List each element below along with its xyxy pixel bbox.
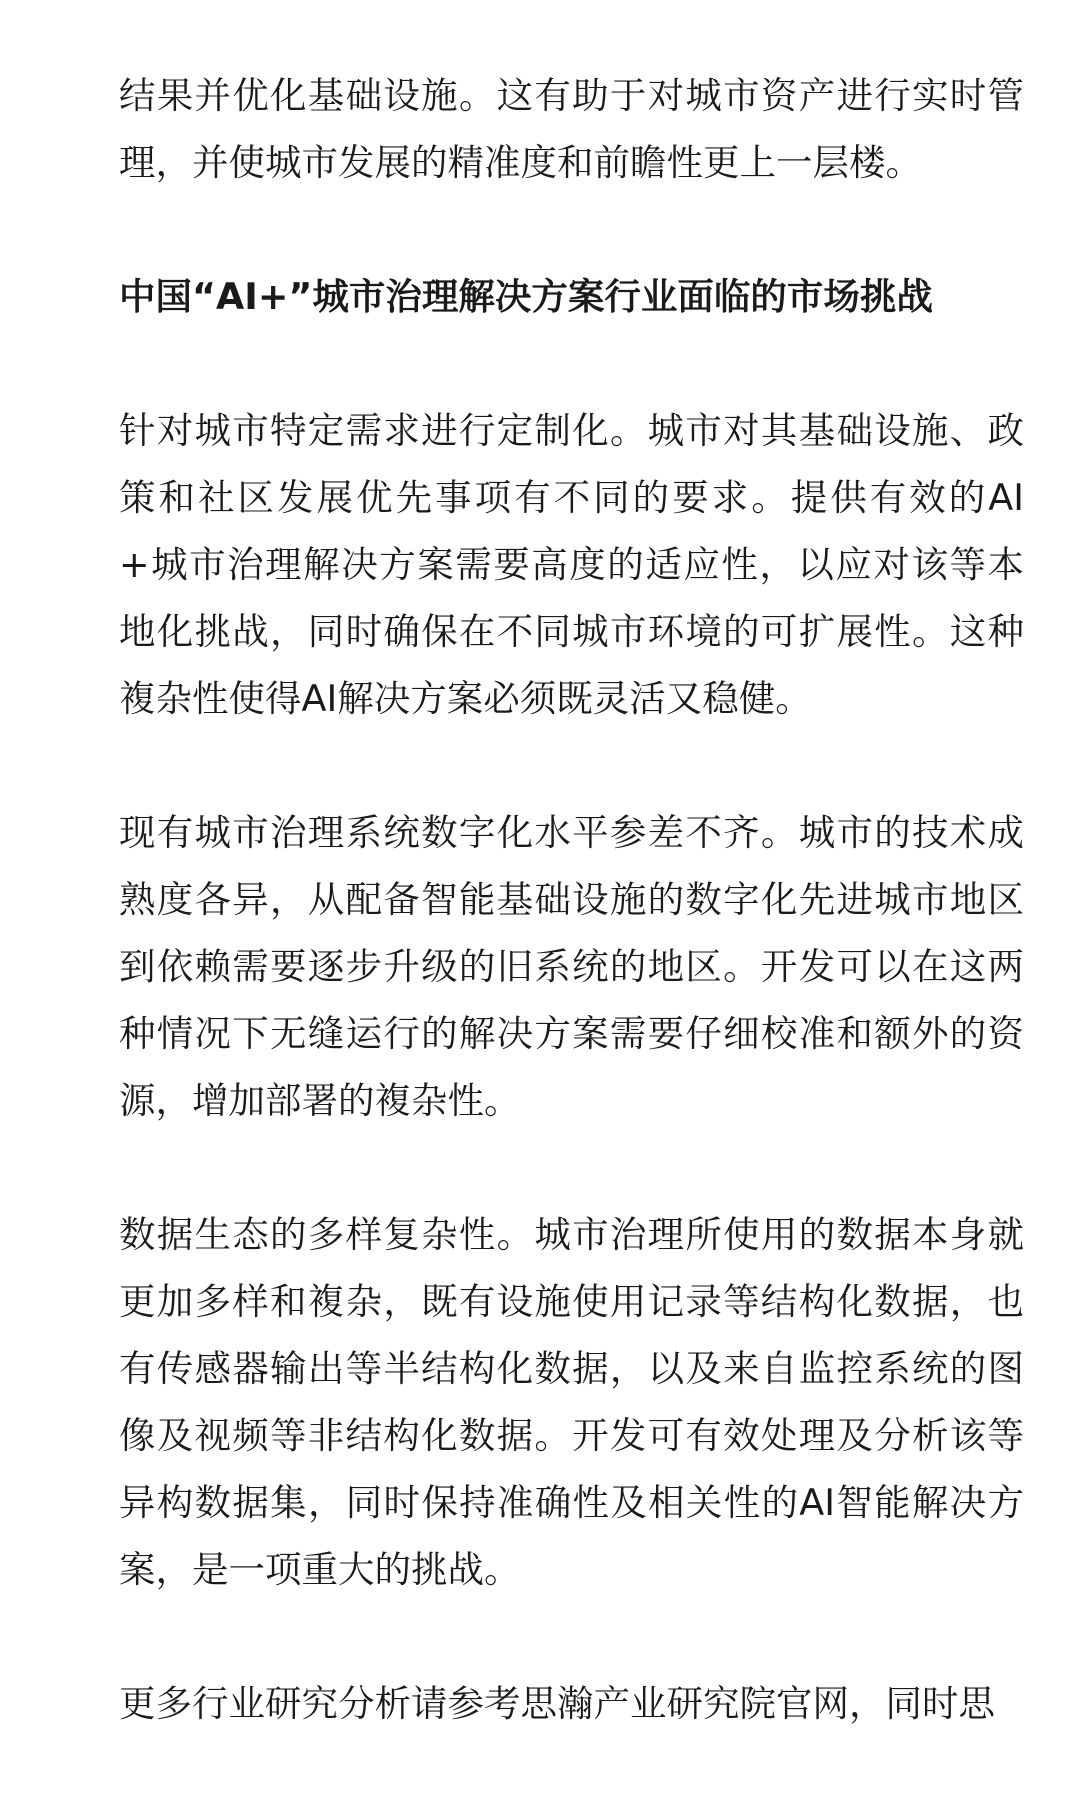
intro-paragraph: 结果并优化基础设施。这有助于对城市资产进行实时管理，并使城市发展的精准度和前瞻性更上一层楼。	[119, 74, 1024, 184]
article-body	[119, 62, 1024, 1804]
paragraph-customization: 针对城市特定需求进行定制化。城市对其基础设施、政策和社区发展优先事项有不同的要求。提供有效的AI+城市治理解决方案需要高度的适应性，以应对该等本地化挑战，同时确保在不同城市环境的可扩展性。这种複杂性使得AI解决方案必须既灵活又稳健。	[119, 409, 1024, 720]
section-heading: 中国“AI+”城市治理解决方案行业面临的市场挑战	[119, 275, 933, 318]
closing-paragraph: 更多行业研究分析请参考思瀚产业研究院官网，同时思	[119, 1682, 995, 1725]
paragraph-data-ecosystem: 数据生态的多样复杂性。城市治理所使用的数据本身就更加多样和複杂，既有设施使用记录等结构化数据，也有传感器输出等半结构化数据，以及来自监控系统的图像及视频等非结构化数据。开发可有效处理及分析该等异构数据集，同时保持准确性及相关性的AI智能解决方案，是一项重大的挑战。	[119, 1213, 1024, 1591]
paragraph-digitalization: 现有城市治理系统数字化水平参差不齐。城市的技术成熟度各异，从配备智能基础设施的数字化先进城市地区到依赖需要逐步升级的旧系统的地区。开发可以在这两种情况下无缝运行的解决方案需要仔细校准和额外的资源，增加部署的複杂性。	[119, 811, 1024, 1122]
